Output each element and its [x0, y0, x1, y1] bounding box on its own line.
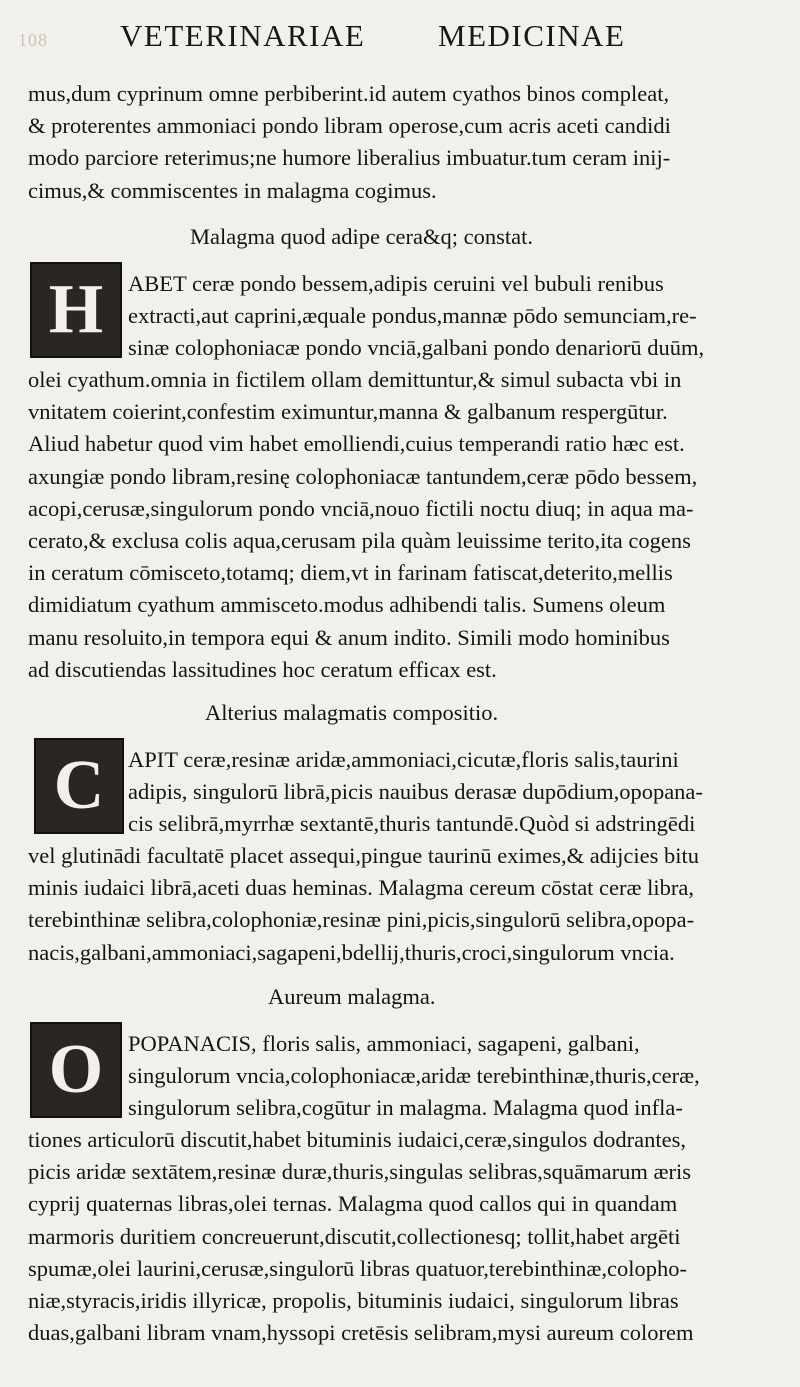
decorated-initial — [30, 262, 122, 358]
text-line: adipis, singulorū librā,picis nauibus derasæ dupōdium,opopana- — [128, 779, 703, 805]
text-line: APIT ceræ,resinæ aridæ,ammoniaci,cicutæ,floris salis,taurini — [128, 747, 679, 772]
text-line: minis iudaici librā,aceti duas heminas. Malagma cereum cōstat ceræ libra, — [28, 875, 695, 901]
text-line: cerato,& exclusa colis aqua,cerusam pila quàm leuissime terito,ita cogens — [28, 527, 691, 553]
section-paragraph-indent — [128, 1028, 773, 1125]
text-line: vnitatem coierint,confestim eximuntur,manna & galbanum respergūtur. — [28, 399, 668, 425]
intro-paragraph — [28, 78, 772, 207]
text-line: marmoris duritiem concreuerunt,discutit,collectionesq; tollit,habet argēti — [28, 1223, 681, 1249]
text-line: duas,galbani libram vnam,hyssopi cretēsis selibram,mysi aureum colorem — [28, 1320, 694, 1346]
text-line: acopi,cerusæ,singulorum pondo vnciā,nouo fictili noctu diuq; in aqua ma- — [28, 495, 694, 521]
text-line: Aliud habetur quod vim habet emolliendi,cuius temperandi ratio hæc est. — [28, 431, 685, 457]
text-line: & proterentes ammoniaci pondo libram operose,cum acris aceti candidi — [28, 113, 671, 139]
text-line: extracti,aut caprini,æquale pondus,mannæ pōdo semunciam,re- — [128, 303, 697, 329]
text-line: tiones articulorū discutit,habet bituminis iudaici,ceræ,singulos dodrantes, — [28, 1127, 687, 1152]
initial-letter: H — [48, 271, 104, 348]
text-line: cis selibrā,myrrhæ sextantē,thuris tantundē.Quòd si adstringēdi — [128, 811, 696, 837]
text-line: spumæ,olei laurini,cerusæ,singulorū libras quatuor,terebinthinæ,colopho- — [28, 1255, 687, 1281]
section-paragraph — [28, 364, 773, 686]
section-paragraph — [28, 1124, 773, 1349]
text-line: olei cyathum.omnia in fictilem ollam demittuntur,& simul subacta vbi in — [28, 367, 682, 392]
section-paragraph-indent — [128, 268, 773, 365]
section-paragraph — [28, 840, 773, 969]
decorated-initial — [30, 1022, 122, 1118]
text-line: cyprij quaternas libras,olei ternas. Malagma quod callos qui in quandam — [28, 1191, 678, 1217]
text-line: ad discutiendas lassitudines hoc ceratum efficax est. — [28, 656, 497, 682]
text-line: cimus,& commiscentes in malagma cogimus. — [28, 177, 437, 203]
text-line: POPANACIS, floris salis, ammoniaci, sagapeni, galbani, — [128, 1031, 640, 1056]
section-paragraph-indent — [128, 744, 773, 841]
text-line: sinæ colophoniacæ pondo vnciā,galbani pondo denariorū duūm, — [128, 335, 705, 361]
text-line: nacis,galbani,ammoniaci,sagapeni,bdellij,thuris,croci,singulorum vncia. — [28, 939, 675, 965]
header-word-1: VETERINARIAE — [120, 18, 366, 53]
header-word-2: MEDICINAE — [438, 18, 626, 53]
decorated-initial — [34, 738, 124, 834]
page-number: 108 — [18, 30, 48, 50]
section-title: Alterius malagmatis compositio. — [205, 700, 499, 725]
initial-letter: O — [48, 1031, 104, 1108]
text-line: niæ,styracis,iridis illyricæ, propolis, bituminis iudaici, singulorum libras — [28, 1287, 679, 1313]
text-line: in ceratum cōmisceto,totamq; diem,vt in farinam fatiscat,deterito,mellis — [28, 560, 673, 586]
text-line: dimidiatum cyathum ammisceto.modus adhibendi talis. Sumens oleum — [28, 592, 666, 618]
text-line: singulorum vncia,colophoniacæ,aridæ terebinthinæ,thuris,ceræ, — [128, 1063, 700, 1089]
initial-letter: C — [53, 747, 105, 824]
text-line: manu resoluito,in tempora equi & anum indito. Simili modo hominibus — [28, 624, 670, 650]
text-line: singulorum selibra,cogūtur in malagma. Malagma quod infla- — [128, 1095, 683, 1121]
text-line: vel glutinādi facultatē placet assequi,pingue taurinū eximes,& adijcies bitu — [28, 843, 700, 868]
text-line: modo parciore reterimus;ne humore liberalius imbuatur.tum ceram inij- — [28, 145, 671, 171]
text-line: mus,dum cyprinum omne perbiberint.id autem cyathos binos compleat, — [28, 81, 670, 106]
section-title: Malagma quod adipe cera&q; constat. — [190, 224, 534, 249]
text-line: ABET ceræ pondo bessem,adipis ceruini vel bubuli renibus — [128, 271, 664, 296]
text-line: terebinthinæ selibra,colophoniæ,resinæ pini,picis,singulorū selibra,opopa- — [28, 907, 695, 933]
section-title: Aureum malagma. — [268, 984, 436, 1009]
text-line: axungiæ pondo libram,resinę colophoniacæ tantundem,ceræ pōdo bessem, — [28, 463, 698, 489]
text-line: picis aridæ sextātem,resinæ duræ,thuris,singulas selibras,squāmarum æris — [28, 1159, 692, 1185]
